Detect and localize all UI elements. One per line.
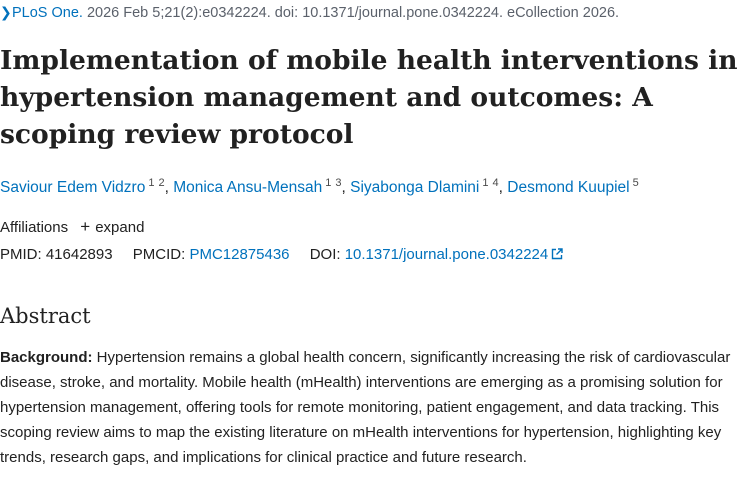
author-separator: , (164, 179, 174, 196)
doi-value: 10.1371/journal.pone.0342224 (344, 246, 549, 263)
pmid-value: 41642893 (45, 246, 113, 263)
doi-link[interactable] (345, 246, 564, 263)
chevron-right-icon[interactable]: ❯ (0, 4, 12, 20)
abstract-heading: Abstract (0, 304, 91, 328)
affiliations-expand-button[interactable] (80, 219, 144, 236)
pmcid-link[interactable]: PMC12875436 (189, 246, 290, 263)
author-affiliation-numbers (148, 177, 164, 189)
abstract-background (0, 345, 748, 470)
author-affiliation-numbers (482, 177, 498, 189)
pmid-label: PMID: (0, 246, 42, 263)
journal-citation (0, 4, 619, 21)
author-affiliation-numbers (633, 177, 639, 189)
article-identifiers (0, 246, 563, 263)
affiliations-row (0, 217, 144, 237)
affiliation-number[interactable]: 4 (492, 177, 499, 189)
external-link-icon (551, 248, 563, 260)
affiliation-number[interactable]: 3 (335, 177, 342, 189)
expand-label: expand (95, 219, 145, 236)
article-title: Implementation of mobile health interventions in hypertension management and outcomes: A scoping review protocol (0, 45, 738, 150)
affiliation-number[interactable]: 1 (148, 177, 155, 189)
author-link[interactable]: Desmond Kuupiel (507, 179, 630, 196)
affiliations-label: Affiliations (0, 219, 69, 236)
author-link[interactable]: Siyabonga Dlamini (350, 179, 480, 196)
journal-link[interactable]: PLoS One. (12, 5, 83, 21)
background-label: Background: (0, 349, 93, 366)
author-link[interactable]: Monica Ansu-Mensah (173, 179, 323, 196)
citation-details: 2026 Feb 5;21(2):e0342224. doi: 10.1371/journal.pone.0342224. eCollection 2026. (82, 5, 620, 21)
background-text: Hypertension remains a global health concern, significantly increasing the risk of cardiovascular disease, stroke, and mortality. Mobile health (mHealth) interventions are emerging as a promising solution for hypertension management, offering tools for remote monitoring, patient engagement, and data tracking. This scoping review aims to map the existing literature on mHealth interventions for hypertension, highlighting key trends, research gaps, and implications for clinical practice and future research. (0, 349, 731, 466)
affiliation-number[interactable]: 1 (482, 177, 489, 189)
affiliation-number[interactable]: 1 (325, 177, 332, 189)
affiliation-number[interactable]: 5 (632, 177, 639, 189)
author-link[interactable]: Saviour Edem Vidzro (0, 179, 146, 196)
doi-label: DOI: (309, 246, 341, 263)
author-list (0, 177, 639, 197)
author-separator: , (498, 179, 508, 196)
author-separator: , (341, 179, 351, 196)
author-affiliation-numbers (325, 177, 341, 189)
pmcid-label: PMCID: (132, 246, 186, 263)
affiliation-number[interactable]: 2 (158, 177, 165, 189)
plus-icon: + (80, 217, 91, 236)
